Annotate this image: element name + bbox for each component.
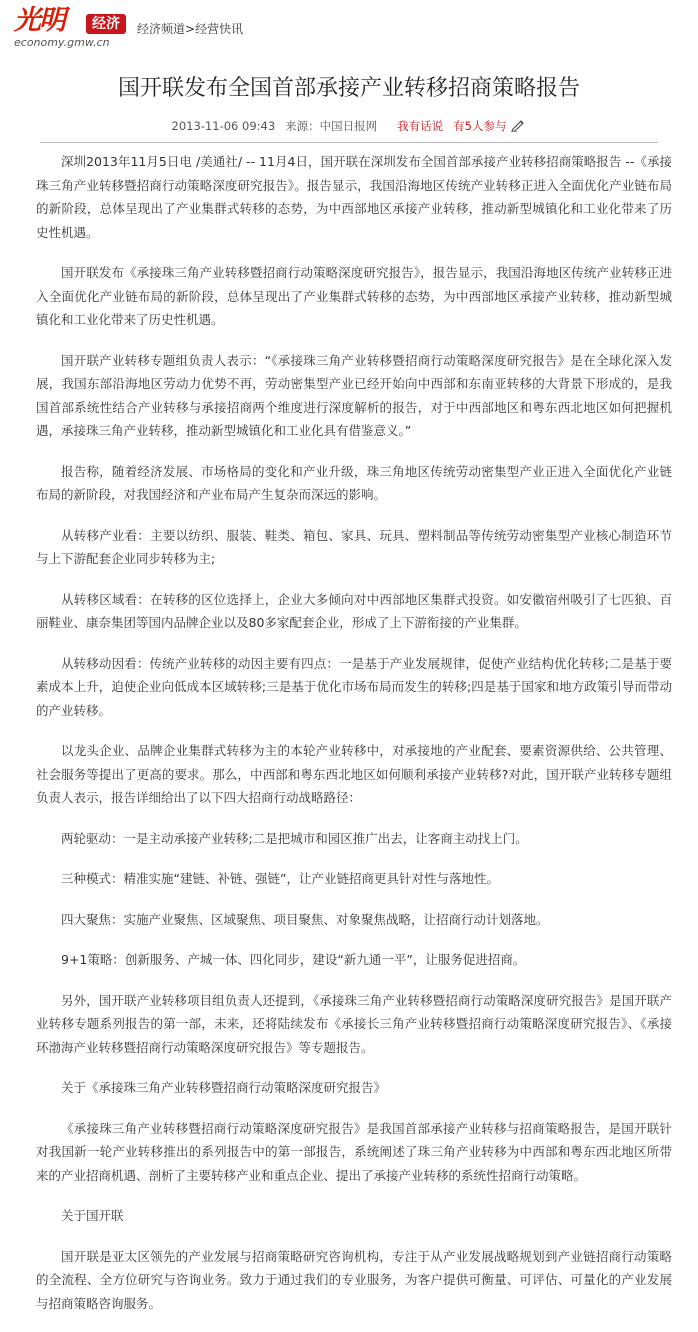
article-paragraph: 四大聚焦：实施产业聚焦、区域聚焦、项目聚焦、对象聚焦战略，让招商行动计划落地。: [61, 911, 549, 927]
logo-script: 光明: [14, 5, 64, 36]
breadcrumb-separator: >: [185, 22, 196, 36]
comment-link[interactable]: 我有话说: [397, 119, 444, 133]
publish-datetime: 2013-11-06 09:43: [171, 119, 276, 133]
pen-icon[interactable]: [510, 118, 526, 136]
article-paragraph: 报告称，随着经济发展、市场格局的变化和产业升级，珠三角地区传统劳动密集型产业正进入全面优化产业链布局的新阶段，对我国经济和产业布局产生复杂而深远的影响。: [36, 463, 672, 502]
article-paragraph: 三种模式：精准实施“建链、补链、强链”，让产业链招商更具针对性与落地性。: [61, 871, 499, 886]
section-heading-about-report: 关于《承接珠三角产业转移暨招商行动策略深度研究报告》: [61, 1080, 387, 1095]
article-paragraph: 9+1策略：创新服务、产城一体、四化同步，建设“新九通一平”，让服务促进招商。: [61, 952, 526, 967]
breadcrumb-item-business-news[interactable]: 经营快讯: [195, 22, 244, 36]
title-divider: [40, 142, 658, 143]
article-paragraph: 《承接珠三角产业转移暨招商行动策略深度研究报告》是我国首部承接产业转移与招商策略报告，是国开联针对我国新一轮产业转移推出的系列报告中的第一部报告，系统阐述了珠三角产业转移为中西部和粤东西北地区所带来的产业招商机遇、剖析了主要转移产业和重点企业、提出了承接产业转移的系统性招商行动策略。: [36, 1120, 672, 1183]
article-paragraph: 国开联发布《承接珠三角产业转移暨招商行动策略深度研究报告》，报告显示，我国沿海地区传统产业转移正进入全面优化产业链布局的新阶段，总体呈现出了产业集群式转移的态势，为中西部地区承接产业转移，推动新型城镇化和工业化带来了历史性机遇。: [36, 265, 672, 327]
article-source: 来源：中国日报网: [285, 119, 378, 133]
site-header: [0, 0, 698, 55]
breadcrumb-item-economy[interactable]: 经济频道: [137, 22, 186, 36]
breadcrumb: [137, 21, 243, 37]
article-paragraph: 从转移产业看：主要以纺织、服装、鞋类、箱包、家具、玩具、塑料制品等传统劳动密集型产业核心制造环节与上下游配套企业同步转移为主;: [36, 527, 672, 566]
page-title: 国开联发布全国首部承接产业转移招商策略报告: [117, 76, 580, 101]
participants-link[interactable]: 有5人参与: [453, 119, 507, 133]
article-paragraph: 从转移区域看：在转移的区位选择上，企业大多倾向对中西部地区集群式投资。如安徽宿州吸引了七匹狼、百丽鞋业、康奈集团等国内品牌企业以及80多家配套企业，形成了上下游衔接的产业集群。: [36, 591, 672, 630]
article-paragraph: 两轮驱动：一是主动承接产业转移;二是把城市和园区推广出去，让客商主动找上门。: [61, 830, 528, 846]
article-paragraph: 深圳2013年11月5日电 /美通社/ -- 11月4日，国开联在深圳发布全国首部承接产业转移招商策略报告 --《承接珠三角产业转移暨招商行动策略深度研究报告》。报告显示，我国沿海地区传统产业转移正进入全面优化产业链布局的新阶段，总体呈现出了产业集群式转移的态势，为中西部地区承接产业转移，推动新型城镇化和工业化带来了历史性机遇。: [36, 154, 672, 240]
article-paragraph: 国开联是亚太区领先的产业发展与招商策略研究咨询机构，专注于从产业发展战略规划到产业链招商行动策略的全流程、全方位研究与咨询业务。致力于通过我们的专业服务，为客户提供可衡量、可评估、可量化的产业发展与招商策略咨询服务。: [36, 1248, 672, 1311]
article-paragraph: 国开联产业转移专题组负责人表示：“《承接珠三角产业转移暨招商行动策略深度研究报告》是在全球化深入发展，我国东部沿海地区劳动力优势不再，劳动密集型产业已经开始向中西部和东南亚转移的大背景下形成的，是我国首部系统性结合产业转移与承接招商两个维度进行深度解析的报告，对于中西部地区和粤东西北地区如何把握机遇，承接珠三角产业转移，推动新型城镇化和工业化具有借鉴意义。”: [36, 352, 672, 438]
logo-domain: economy.gmw.cn: [14, 36, 110, 49]
article-paragraph: 以龙头企业、品牌企业集群式转移为主的本轮产业转移中，对承接地的产业配套、要素资源供给、公共管理、社会服务等提出了更高的要求。那么，中西部和粤东西北地区如何顺利承接产业转移?对此，国开联产业转移专题组负责人表示，报告详细给出了以下四大招商行动战略路径：: [36, 743, 672, 805]
article-body: [36, 150, 672, 1332]
section-heading-about-company: 关于国开联: [61, 1208, 124, 1223]
article-paragraph: 另外，国开联产业转移项目组负责人还提到，《承接珠三角产业转移暨招商行动策略深度研究报告》是国开联产业转移专题系列报告的第一部，未来，还将陆续发布《承接长三角产业转移暨招商行动策略深度研究报告》、《承接环渤海产业转移暨招商行动策略深度研究报告》等专题报告。: [36, 992, 672, 1055]
guangming-logo[interactable]: [14, 7, 134, 49]
logo-channel-badge: 经济: [86, 14, 126, 34]
article-paragraph: 从转移动因看：传统产业转移的动因主要有四点：一是基于产业发展规律，促使产业结构优化转移;二是基于要素成本上升，迫使企业向低成本区域转移;三是基于优化市场布局而发生的转移;四是基于国家和地方政策引导而带动的产业转移。: [36, 655, 672, 718]
article-meta: [0, 118, 698, 136]
